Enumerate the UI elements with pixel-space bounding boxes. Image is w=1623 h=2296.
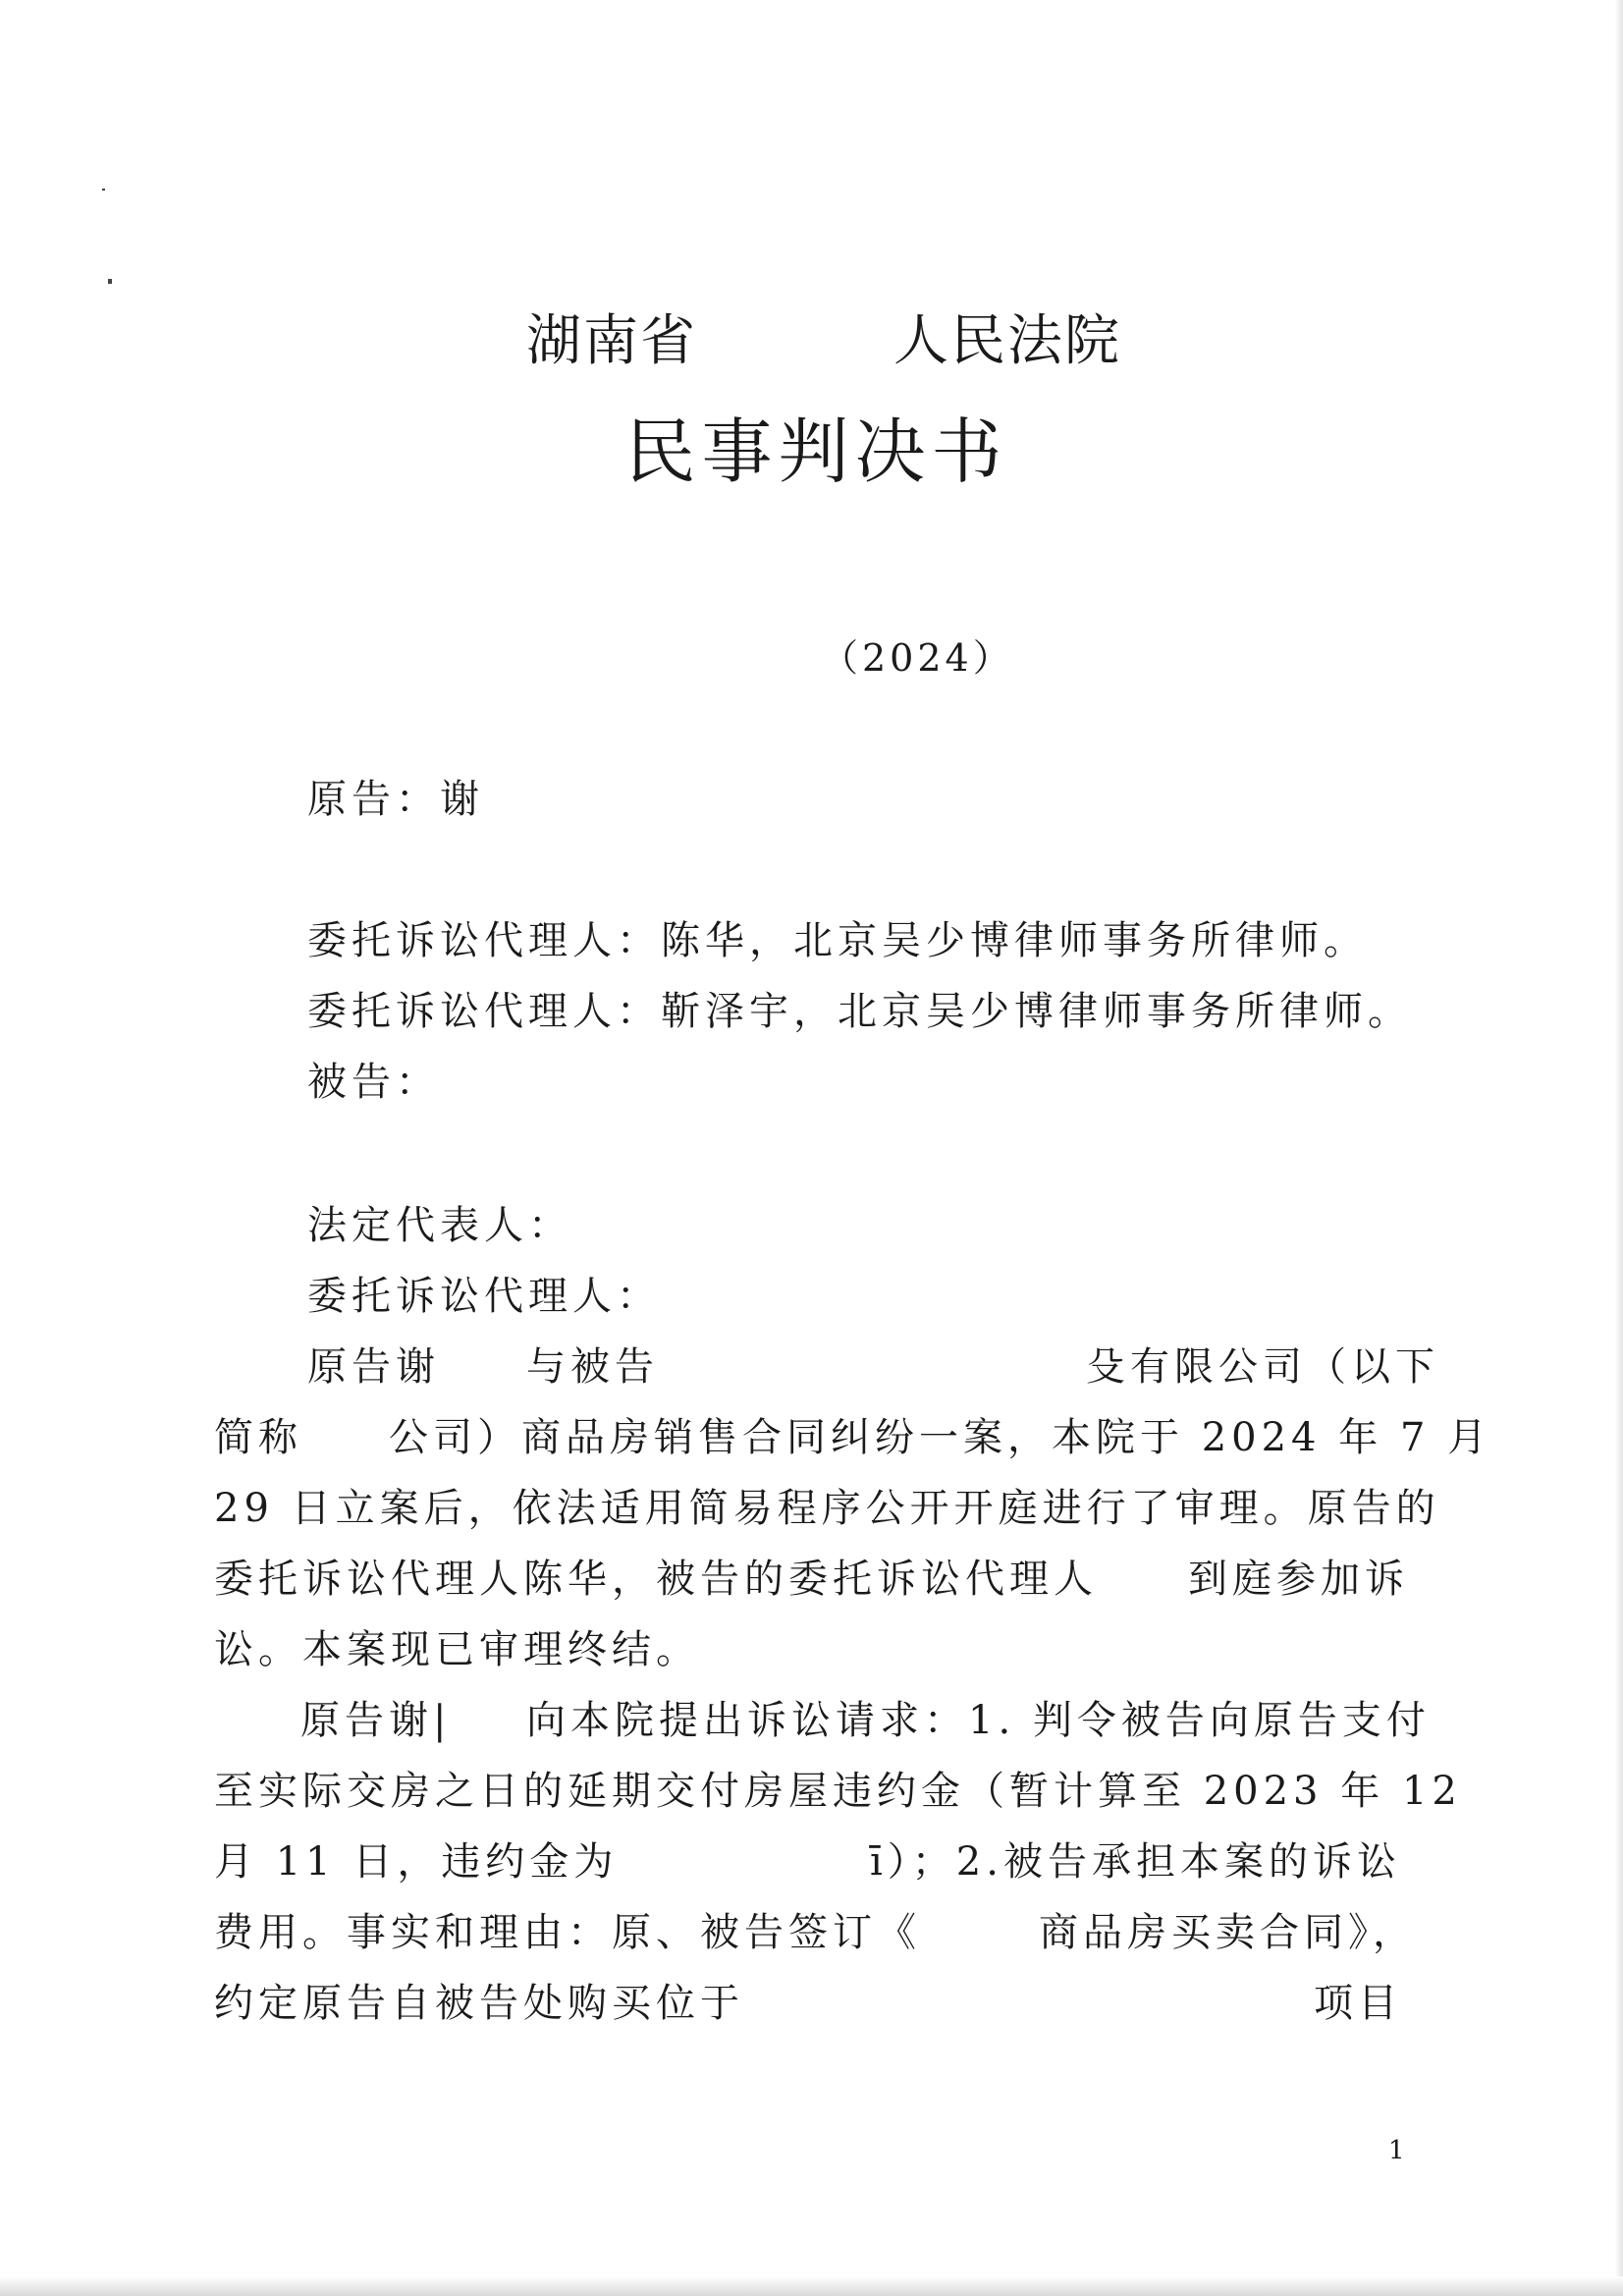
text-line — [214, 1903, 1417, 1962]
text-segment: 月 11 日，违约金为 — [214, 1839, 619, 1885]
scan-edge-right — [1615, 0, 1623, 2296]
case-number: （2024） — [821, 636, 1014, 680]
text-segment: 原告谢 — [307, 1344, 440, 1390]
text-segment: 向本院提出诉讼请求：1. 判令被告向原告支付 — [526, 1698, 1431, 1743]
document-title: 民事判决书 — [624, 410, 1008, 493]
text-segment: 原告谢| — [300, 1698, 452, 1743]
page-number: 1 — [1388, 2136, 1405, 2165]
text-segment: 29 日立案后，依法适用简易程序公开开庭进行了审理。原告的 — [214, 1486, 1440, 1531]
text-line — [214, 1479, 1440, 1538]
text-segment: 简称 — [214, 1415, 302, 1460]
text-segment: 与被告 — [526, 1344, 659, 1390]
text-line — [214, 1620, 1402, 1679]
text-segment: 委托诉讼代理人陈华，被告的委托诉讼代理人 — [214, 1557, 1098, 1602]
text-segment: ī）；2.被告承担本案的诉讼 — [870, 1839, 1401, 1885]
text-line — [214, 1691, 1431, 1750]
plaintiff-agent-1: 委托诉讼代理人：陈华，北京吴少博律师事务所律师。 — [307, 918, 1368, 963]
plaintiff-agent-2: 委托诉讼代理人：靳泽宇，北京吴少博律师事务所律师。 — [307, 989, 1412, 1034]
defendant-agent-line: 委托诉讼代理人： — [307, 1274, 661, 1319]
court-name: 人民法院 — [893, 309, 1121, 373]
text-segment: 到庭参加诉 — [1188, 1557, 1409, 1602]
text-line — [214, 1832, 1402, 1891]
text-line — [214, 1408, 1492, 1467]
text-line — [214, 1974, 1402, 2033]
scan-speck — [102, 189, 105, 191]
legal-representative-line: 法定代表人： — [307, 1203, 572, 1248]
court-title — [0, 302, 1623, 381]
defendant-line: 被告： — [307, 1060, 440, 1105]
scan-edge-bottom — [0, 2276, 1623, 2296]
text-segment: 至实际交房之日的延期交付房屋违约金（暂计算至 2023 年 12 — [214, 1769, 1462, 1814]
text-line — [214, 1550, 1409, 1609]
text-segment: 商品房买卖合同》， — [1039, 1910, 1417, 1955]
text-line — [214, 1762, 1462, 1821]
scan-speck — [108, 279, 112, 284]
province-name: 湖南省 — [526, 309, 697, 373]
text-segment: 项目 — [1314, 1981, 1402, 2026]
plaintiff-line: 原告：谢 — [307, 777, 484, 822]
text-segment: 公司）商品房销售合同纠纷一案，本院于 2024 年 7 月 — [389, 1415, 1492, 1460]
text-segment: 讼。本案现已审理终结。 — [214, 1627, 700, 1672]
text-segment: 费用。事实和理由：原、被告签订《 — [214, 1910, 921, 1955]
text-line — [214, 1338, 1439, 1396]
text-segment: 殳有限公司（以下 — [1086, 1344, 1439, 1390]
text-segment: 约定原告自被告处购买位于 — [214, 1981, 744, 2026]
